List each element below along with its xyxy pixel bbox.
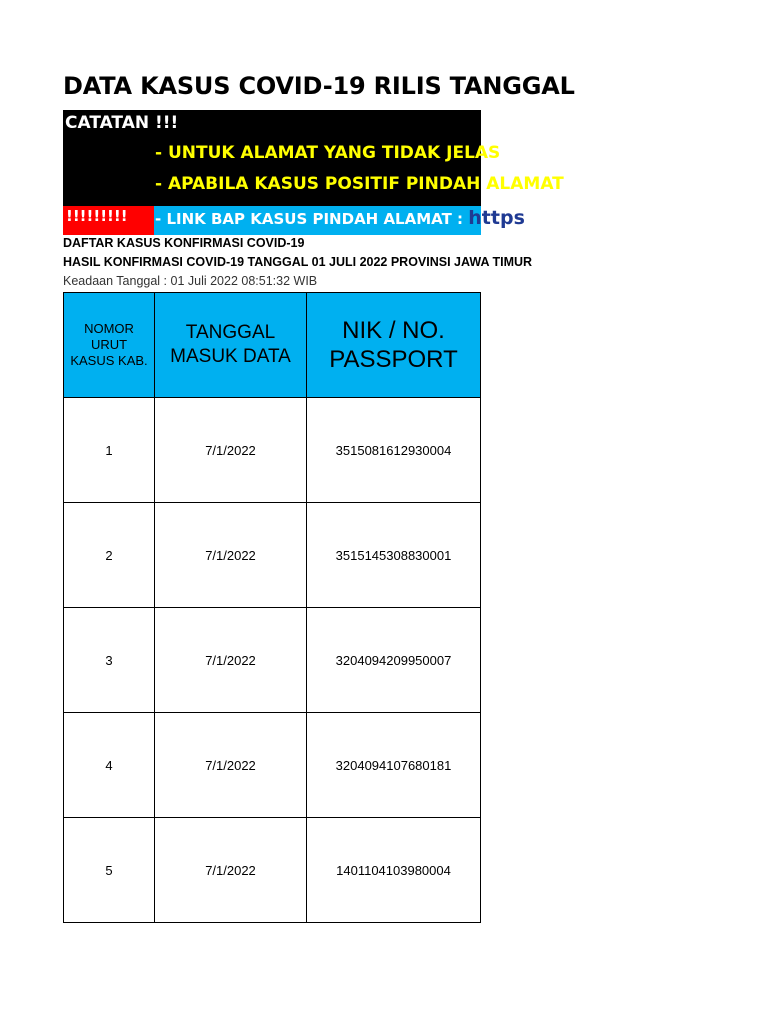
case-number-cell: 1 — [64, 398, 155, 503]
entry-date-cell: 7/1/2022 — [155, 818, 307, 923]
bap-link[interactable]: https — [468, 207, 525, 229]
cases-table — [63, 292, 481, 923]
case-number-cell: 3 — [64, 608, 155, 713]
table-header-row — [64, 293, 481, 398]
column-header-entry-date: TANGGAL MASUK DATA — [155, 293, 307, 398]
nik-cell: 3515145308830001 — [307, 503, 481, 608]
column-header-nik: NIK / NO. PASSPORT — [307, 293, 481, 398]
link-label: - LINK BAP KASUS PINDAH ALAMAT : — [155, 210, 469, 228]
warning-label: !!!!!!!!! — [66, 207, 128, 225]
catatan-label: CATATAN !!! — [65, 113, 179, 133]
result-heading: HASIL KONFIRMASI COVID-19 TANGGAL 01 JULI 2022 PROVINSI JAWA TIMUR — [63, 255, 533, 269]
case-number-cell: 2 — [64, 503, 155, 608]
nik-cell: 3515081612930004 — [307, 398, 481, 503]
case-number-cell: 4 — [64, 713, 155, 818]
status-timestamp: Keadaan Tanggal : 01 Juli 2022 08:51:32 WIB — [63, 274, 318, 288]
entry-date-cell: 7/1/2022 — [155, 713, 307, 818]
table-row — [64, 398, 481, 503]
list-heading: DAFTAR KASUS KONFIRMASI COVID-19 — [63, 236, 305, 250]
table-row — [64, 608, 481, 713]
table-row — [64, 818, 481, 923]
entry-date-cell: 7/1/2022 — [155, 608, 307, 713]
note-unclear-address: - UNTUK ALAMAT YANG TIDAK JELAS — [155, 143, 501, 163]
table-row — [64, 713, 481, 818]
nik-cell: 1401104103980004 — [307, 818, 481, 923]
entry-date-cell: 7/1/2022 — [155, 503, 307, 608]
column-header-case-number: NOMOR URUT KASUS KAB. — [64, 293, 155, 398]
entry-date-cell: 7/1/2022 — [155, 398, 307, 503]
table-row — [64, 503, 481, 608]
note-moved-address: - APABILA KASUS POSITIF PINDAH ALAMAT — [155, 174, 564, 194]
link-row — [155, 207, 525, 229]
page-title: DATA KASUS COVID-19 RILIS TANGGAL — [63, 72, 575, 100]
nik-cell: 3204094107680181 — [307, 713, 481, 818]
case-number-cell: 5 — [64, 818, 155, 923]
nik-cell: 3204094209950007 — [307, 608, 481, 713]
